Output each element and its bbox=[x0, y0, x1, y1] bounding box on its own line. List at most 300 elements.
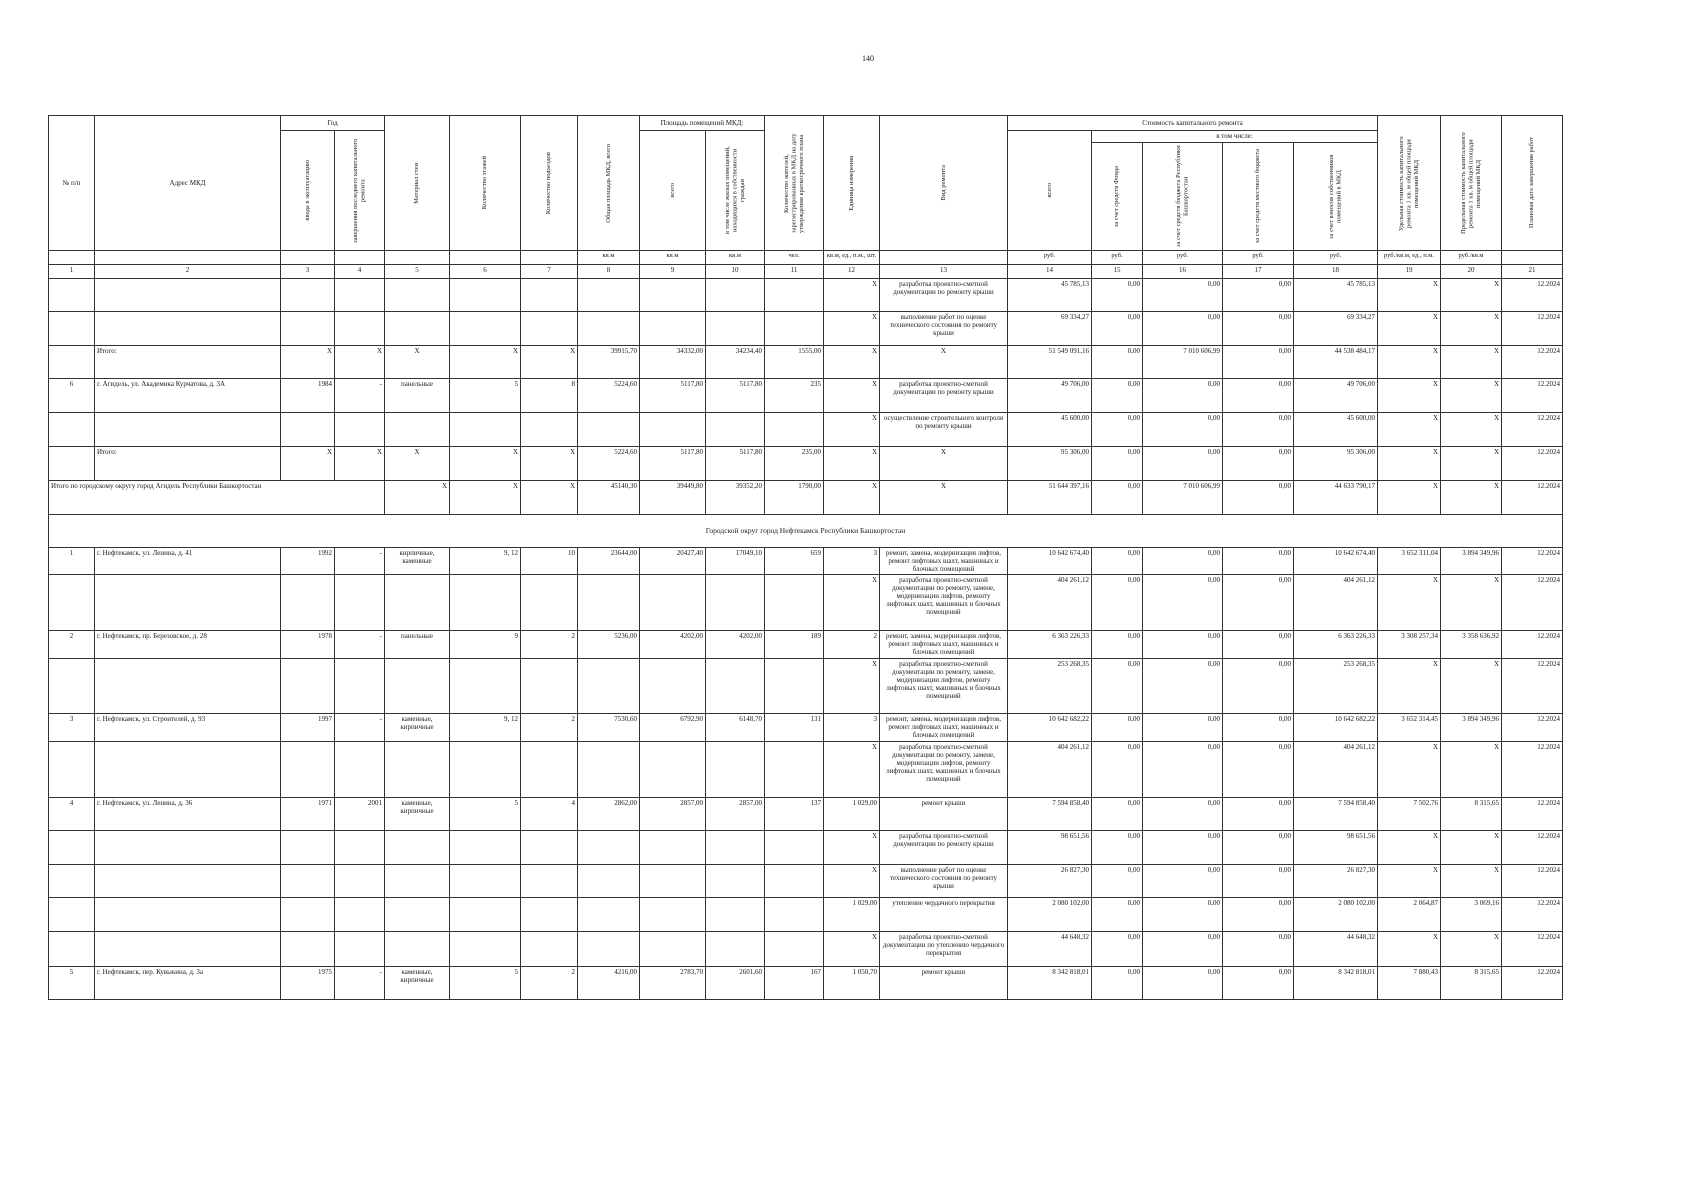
table-cell: X bbox=[385, 481, 450, 515]
table-cell: 0,00 bbox=[1092, 932, 1143, 967]
table-cell: 0,00 bbox=[1092, 413, 1143, 447]
table-cell: 51 644 397,16 bbox=[1008, 481, 1092, 515]
table-cell: X bbox=[450, 346, 521, 379]
table-cell bbox=[335, 659, 385, 714]
unit-cell bbox=[49, 251, 95, 265]
table-cell: 2 064,87 bbox=[1378, 898, 1441, 932]
table-cell bbox=[281, 575, 335, 631]
table-cell: X bbox=[824, 481, 880, 515]
col-year-group-header: Год bbox=[281, 116, 385, 131]
table-cell bbox=[49, 346, 95, 379]
table-cell: 45 785,13 bbox=[1294, 279, 1378, 312]
limit-cost-label: Предельная стоимость капитального ремонта 1 кв. м общей площади помещений МКД bbox=[1459, 132, 1482, 234]
address-cell bbox=[95, 659, 281, 714]
table-cell: X bbox=[824, 742, 880, 798]
table-cell bbox=[450, 413, 521, 447]
table-cell: 5 bbox=[450, 798, 521, 831]
table-cell: X bbox=[1378, 659, 1441, 714]
table-cell: 3 bbox=[824, 714, 880, 742]
table-cell: 0,00 bbox=[1092, 831, 1143, 865]
work-type-cell: выполнение работ по оценке технического состояния по ремонту крыши bbox=[880, 865, 1008, 898]
table-cell bbox=[706, 831, 765, 865]
table-cell bbox=[640, 312, 706, 346]
table-cell: 659 bbox=[765, 548, 824, 575]
table-cell: 2857,00 bbox=[640, 798, 706, 831]
table-cell: 12.2024 bbox=[1502, 575, 1563, 631]
table-cell: 69 334,27 bbox=[1294, 312, 1378, 346]
table-cell: 4 bbox=[49, 798, 95, 831]
table-cell: X bbox=[1441, 742, 1502, 798]
column-number-cell: 15 bbox=[1092, 265, 1143, 279]
table-cell bbox=[765, 413, 824, 447]
table-cell: 0,00 bbox=[1092, 714, 1143, 742]
address-cell bbox=[95, 413, 281, 447]
table-cell: X bbox=[824, 379, 880, 413]
table-cell bbox=[706, 413, 765, 447]
table-cell bbox=[385, 742, 450, 798]
column-number-cell: 5 bbox=[385, 265, 450, 279]
table-cell bbox=[335, 831, 385, 865]
table-cell: X bbox=[1378, 481, 1441, 515]
table-cell: 0,00 bbox=[1092, 312, 1143, 346]
col-address-header: Адрес МКД bbox=[95, 116, 281, 251]
table-cell: 95 306,00 bbox=[1008, 447, 1092, 481]
table-cell: 1 bbox=[49, 548, 95, 575]
table-cell: X bbox=[1378, 279, 1441, 312]
table-cell: 404 261,12 bbox=[1008, 575, 1092, 631]
table-cell: 0,00 bbox=[1092, 481, 1143, 515]
table-cell bbox=[765, 898, 824, 932]
table-cell: - bbox=[335, 548, 385, 575]
table-cell bbox=[578, 831, 640, 865]
col-premises-group-header: Площадь помещений МКД: bbox=[640, 116, 765, 131]
table-cell: 253 268,35 bbox=[1294, 659, 1378, 714]
table-cell bbox=[578, 865, 640, 898]
specific-cost-label: Удельная стоимость капитального ремонта 1 кв. м общей площади помещений МКД bbox=[1397, 135, 1420, 231]
cost-fund-label: за счет средств Фонда bbox=[1113, 165, 1121, 228]
table-row bbox=[49, 379, 1563, 413]
table-cell: - bbox=[335, 631, 385, 659]
table-row bbox=[49, 575, 1563, 631]
address-cell: г. Нефтекамск, ул. Ленина, д. 36 bbox=[95, 798, 281, 831]
table-cell: 51 549 091,16 bbox=[1008, 346, 1092, 379]
table-cell: X bbox=[1441, 659, 1502, 714]
cost-rb-label: за счет средств бюджета Республики Башкортостан bbox=[1175, 145, 1190, 248]
column-number-cell: 13 bbox=[880, 265, 1008, 279]
table-cell: 12.2024 bbox=[1502, 312, 1563, 346]
col-total-area-header bbox=[578, 116, 640, 251]
column-number-cell: 1 bbox=[49, 265, 95, 279]
table-cell: 6792,90 bbox=[640, 714, 706, 742]
table-cell: 137 bbox=[765, 798, 824, 831]
table-cell: 49 706,00 bbox=[1008, 379, 1092, 413]
table-cell: 44 648,32 bbox=[1294, 932, 1378, 967]
table-cell bbox=[49, 413, 95, 447]
table-cell: 4 bbox=[521, 798, 578, 831]
table-cell: 1978 bbox=[281, 631, 335, 659]
table-cell: 49 706,00 bbox=[1294, 379, 1378, 413]
table-cell bbox=[49, 831, 95, 865]
table-cell bbox=[335, 312, 385, 346]
table-cell: 12.2024 bbox=[1502, 798, 1563, 831]
table-cell: 0,00 bbox=[1143, 379, 1223, 413]
table-cell: 0,00 bbox=[1223, 346, 1294, 379]
table-cell: 7 010 606,99 bbox=[1143, 481, 1223, 515]
table-cell bbox=[281, 312, 335, 346]
table-cell bbox=[281, 279, 335, 312]
table-cell: 39449,80 bbox=[640, 481, 706, 515]
address-cell bbox=[95, 898, 281, 932]
col-cost-total-header bbox=[1008, 131, 1092, 251]
table-cell: 5117,80 bbox=[640, 447, 706, 481]
table-cell: 0,00 bbox=[1223, 898, 1294, 932]
table-cell: 7 502,76 bbox=[1378, 798, 1441, 831]
table-cell: X bbox=[450, 481, 521, 515]
wall-material-label: Материал стен bbox=[413, 162, 421, 204]
table-cell bbox=[49, 865, 95, 898]
table-cell: 69 334,27 bbox=[1008, 312, 1092, 346]
table-cell: X bbox=[1378, 575, 1441, 631]
table-cell: X bbox=[385, 346, 450, 379]
table-cell: X bbox=[281, 447, 335, 481]
table-cell: 12.2024 bbox=[1502, 659, 1563, 714]
table-cell: 12.2024 bbox=[1502, 548, 1563, 575]
table-cell: 12.2024 bbox=[1502, 413, 1563, 447]
table-cell: 0,00 bbox=[1223, 631, 1294, 659]
work-type-cell: X bbox=[880, 346, 1008, 379]
table-cell bbox=[49, 659, 95, 714]
table-cell bbox=[521, 865, 578, 898]
table-cell: 2857,00 bbox=[706, 798, 765, 831]
table-cell: 45 785,13 bbox=[1008, 279, 1092, 312]
table-row bbox=[49, 865, 1563, 898]
table-cell: 8 342 818,01 bbox=[1294, 967, 1378, 1000]
col-premises-all-header bbox=[640, 131, 706, 251]
table-cell bbox=[281, 742, 335, 798]
table-cell bbox=[640, 659, 706, 714]
table-cell: X bbox=[824, 575, 880, 631]
work-type-cell: выполнение работ по оценке технического состояния по ремонту крыши bbox=[880, 312, 1008, 346]
table-cell: 2783,70 bbox=[640, 967, 706, 1000]
work-type-cell: разработка проектно-сметной документации по ремонту крыши bbox=[880, 379, 1008, 413]
table-row bbox=[49, 346, 1563, 379]
unit-cell bbox=[521, 251, 578, 265]
work-type-label: Вид ремонта bbox=[939, 165, 947, 201]
table-cell bbox=[450, 659, 521, 714]
table-cell: X bbox=[880, 481, 1008, 515]
table-cell bbox=[49, 898, 95, 932]
work-type-cell: ремонт крыши bbox=[880, 967, 1008, 1000]
table-cell: 10 642 682,22 bbox=[1008, 714, 1092, 742]
column-number-cell: 17 bbox=[1223, 265, 1294, 279]
table-row bbox=[49, 742, 1563, 798]
col-date-header bbox=[1502, 116, 1563, 251]
unit-cell: руб. bbox=[1223, 251, 1294, 265]
table-cell: 34332,00 bbox=[640, 346, 706, 379]
table-cell bbox=[49, 447, 95, 481]
premises-paid-label: в том числе жилых помещений, находящихся в собственности граждан bbox=[723, 146, 746, 235]
column-number-cell: 16 bbox=[1143, 265, 1223, 279]
page-number: 140 bbox=[862, 54, 874, 63]
table-cell bbox=[640, 575, 706, 631]
table-cell bbox=[765, 312, 824, 346]
table-cell: 34234,40 bbox=[706, 346, 765, 379]
table-cell bbox=[578, 742, 640, 798]
table-cell bbox=[706, 575, 765, 631]
entrances-label: Количество подъездов bbox=[545, 151, 553, 215]
table-cell: 2001 bbox=[335, 798, 385, 831]
table-cell bbox=[706, 742, 765, 798]
table-cell: X bbox=[1441, 279, 1502, 312]
units-row bbox=[49, 251, 1563, 265]
table-cell: 235,00 bbox=[765, 447, 824, 481]
table-cell: - bbox=[335, 714, 385, 742]
table-cell: 0,00 bbox=[1223, 659, 1294, 714]
table-cell: 98 651,56 bbox=[1008, 831, 1092, 865]
table-cell: X bbox=[1378, 742, 1441, 798]
table-cell: каменные, кирпичные bbox=[385, 967, 450, 1000]
district-total-row bbox=[49, 481, 1563, 515]
table-cell: 12.2024 bbox=[1502, 481, 1563, 515]
table-cell: 1 029,00 bbox=[824, 898, 880, 932]
table-cell: 45 600,00 bbox=[1008, 413, 1092, 447]
table-cell bbox=[521, 659, 578, 714]
table-cell: 0,00 bbox=[1143, 575, 1223, 631]
table-cell: 7 594 858,40 bbox=[1294, 798, 1378, 831]
table-cell: 0,00 bbox=[1092, 742, 1143, 798]
table-cell bbox=[335, 742, 385, 798]
unit-cell: руб./кв.м, ед., п.м. bbox=[1378, 251, 1441, 265]
table-cell bbox=[281, 413, 335, 447]
district-total-label: Итого по городскому округу город Агидель Республики Башкортостан bbox=[49, 481, 385, 515]
table-cell: 95 306,00 bbox=[1294, 447, 1378, 481]
table-cell: 9, 12 bbox=[450, 714, 521, 742]
column-number-cell: 14 bbox=[1008, 265, 1092, 279]
table-cell bbox=[706, 279, 765, 312]
year-build-label: ввода в эксплуатацию bbox=[303, 160, 311, 221]
unit-cell bbox=[1502, 251, 1563, 265]
table-cell: 12.2024 bbox=[1502, 346, 1563, 379]
table-row bbox=[49, 447, 1563, 481]
table-cell: 2 bbox=[49, 631, 95, 659]
table-cell: 0,00 bbox=[1143, 967, 1223, 1000]
table-cell: X bbox=[335, 447, 385, 481]
address-cell: г. Нефтекамск, ул. Строителей, д. 93 bbox=[95, 714, 281, 742]
unit-cell: руб. bbox=[1092, 251, 1143, 265]
col-year-repair-header bbox=[335, 131, 385, 251]
address-cell bbox=[95, 932, 281, 967]
table-cell: 0,00 bbox=[1092, 898, 1143, 932]
table-cell bbox=[578, 312, 640, 346]
unit-cell bbox=[450, 251, 521, 265]
table-cell: 5117,80 bbox=[640, 379, 706, 413]
table-cell bbox=[706, 659, 765, 714]
table-cell: X bbox=[1378, 379, 1441, 413]
table-cell: 26 827,30 bbox=[1294, 865, 1378, 898]
column-number-cell: 9 bbox=[640, 265, 706, 279]
table-row bbox=[49, 798, 1563, 831]
table-cell: 404 261,12 bbox=[1294, 575, 1378, 631]
table-cell: 9 bbox=[450, 631, 521, 659]
table-cell bbox=[49, 279, 95, 312]
table-cell bbox=[385, 932, 450, 967]
table-cell: X bbox=[521, 481, 578, 515]
table-cell: 1790,00 bbox=[765, 481, 824, 515]
table-cell bbox=[578, 659, 640, 714]
table-cell: 3 bbox=[49, 714, 95, 742]
table-cell bbox=[281, 898, 335, 932]
table-cell: 10 642 674,40 bbox=[1294, 548, 1378, 575]
table-cell: 0,00 bbox=[1143, 548, 1223, 575]
table-cell: каменные, кирпичные bbox=[385, 798, 450, 831]
table-cell bbox=[385, 659, 450, 714]
address-cell: Итого: bbox=[95, 447, 281, 481]
column-number-cell: 11 bbox=[765, 265, 824, 279]
table-cell: 0,00 bbox=[1223, 379, 1294, 413]
table-cell: 10 bbox=[521, 548, 578, 575]
table-cell: 1992 bbox=[281, 548, 335, 575]
table-cell: 2 bbox=[824, 631, 880, 659]
table-cell: X bbox=[1441, 379, 1502, 413]
work-type-cell: ремонт крыши bbox=[880, 798, 1008, 831]
table-cell bbox=[450, 279, 521, 312]
table-cell: 45 600,00 bbox=[1294, 413, 1378, 447]
table-cell: X bbox=[824, 447, 880, 481]
table-cell bbox=[640, 932, 706, 967]
table-cell bbox=[765, 831, 824, 865]
work-type-cell: разработка проектно-сметной документации по утеплению чердачного перекрытия bbox=[880, 932, 1008, 967]
agidel-rows bbox=[49, 279, 1563, 481]
table-cell: 3 652 311,04 bbox=[1378, 548, 1441, 575]
table-cell bbox=[706, 898, 765, 932]
table-row bbox=[49, 548, 1563, 575]
table-cell: панельные bbox=[385, 631, 450, 659]
col-unit-header bbox=[824, 116, 880, 251]
col-cost-owners-header bbox=[1294, 143, 1378, 251]
unit-cell: кв.м bbox=[706, 251, 765, 265]
table-cell bbox=[49, 312, 95, 346]
column-number-cell: 21 bbox=[1502, 265, 1563, 279]
table-cell: X bbox=[824, 312, 880, 346]
work-type-cell: разработка проектно-сметной документации по ремонту крыши bbox=[880, 831, 1008, 865]
table-cell: X bbox=[1378, 346, 1441, 379]
table-cell: 10 642 682,22 bbox=[1294, 714, 1378, 742]
table-cell: X bbox=[521, 346, 578, 379]
table-cell bbox=[385, 831, 450, 865]
table-cell: 5224,60 bbox=[578, 379, 640, 413]
year-repair-label: завершения последнего капитального ремонта bbox=[352, 138, 367, 243]
table-cell bbox=[335, 865, 385, 898]
table-cell: 235 bbox=[765, 379, 824, 413]
table-cell bbox=[765, 742, 824, 798]
table-row bbox=[49, 932, 1563, 967]
repair-table bbox=[48, 115, 1563, 1000]
table-cell: 45140,30 bbox=[578, 481, 640, 515]
column-number-cell: 3 bbox=[281, 265, 335, 279]
work-type-cell: разработка проектно-сметной документации по ремонту, замене, модернизации лифтов, ремонту лифтовых шахт, машинных и блочных помещений bbox=[880, 742, 1008, 798]
address-cell bbox=[95, 865, 281, 898]
table-cell: 6 bbox=[49, 379, 95, 413]
table-cell bbox=[281, 831, 335, 865]
table-cell bbox=[450, 742, 521, 798]
table-cell: 0,00 bbox=[1092, 379, 1143, 413]
table-cell bbox=[578, 413, 640, 447]
table-cell: 0,00 bbox=[1143, 659, 1223, 714]
table-cell: 39915,70 bbox=[578, 346, 640, 379]
planned-date-label: Плановая дата завершения работ bbox=[1528, 137, 1536, 229]
table-cell: 0,00 bbox=[1092, 967, 1143, 1000]
table-cell: 1975 bbox=[281, 967, 335, 1000]
table-cell: 0,00 bbox=[1223, 798, 1294, 831]
table-cell: 5 bbox=[49, 967, 95, 1000]
table-cell: 404 261,12 bbox=[1294, 742, 1378, 798]
table-cell: 0,00 bbox=[1223, 932, 1294, 967]
table-row bbox=[49, 631, 1563, 659]
col-residents-header bbox=[765, 116, 824, 251]
table-cell: 12.2024 bbox=[1502, 447, 1563, 481]
table-cell: X bbox=[824, 659, 880, 714]
unit-cell: руб. bbox=[1294, 251, 1378, 265]
table-cell: 189 bbox=[765, 631, 824, 659]
table-cell: X bbox=[824, 279, 880, 312]
table-row bbox=[49, 659, 1563, 714]
unit-cell bbox=[385, 251, 450, 265]
neftekamsk-rows bbox=[49, 548, 1563, 1000]
table-cell: 26 827,30 bbox=[1008, 865, 1092, 898]
capital-repair-plan-table bbox=[48, 115, 1563, 1000]
table-cell bbox=[521, 932, 578, 967]
table-cell: 0,00 bbox=[1223, 447, 1294, 481]
table-cell: X bbox=[824, 865, 880, 898]
table-cell: 0,00 bbox=[1143, 742, 1223, 798]
table-cell: 8 342 818,01 bbox=[1008, 967, 1092, 1000]
table-cell: 0,00 bbox=[1092, 659, 1143, 714]
table-cell bbox=[578, 279, 640, 312]
table-cell bbox=[450, 575, 521, 631]
table-cell: панельные bbox=[385, 379, 450, 413]
section-row bbox=[49, 515, 1563, 548]
table-cell: 2862,00 bbox=[578, 798, 640, 831]
table-cell: 3 894 349,96 bbox=[1441, 548, 1502, 575]
table-cell: 0,00 bbox=[1143, 831, 1223, 865]
address-cell: г. Агидель, ул. Академика Курчатова, д. 3А bbox=[95, 379, 281, 413]
table-cell bbox=[385, 413, 450, 447]
col-premises-paid-header bbox=[706, 131, 765, 251]
table-cell: 1997 bbox=[281, 714, 335, 742]
table-cell: 2 080 102,00 bbox=[1008, 898, 1092, 932]
table-cell bbox=[640, 742, 706, 798]
address-cell bbox=[95, 575, 281, 631]
table-cell: 3 308 257,34 bbox=[1378, 631, 1441, 659]
address-cell bbox=[95, 742, 281, 798]
column-number-cell: 2 bbox=[95, 265, 281, 279]
address-cell bbox=[95, 279, 281, 312]
work-type-cell: ремонт, замена, модернизация лифтов, ремонт лифтовых шахт, машинных и блочных помещений bbox=[880, 714, 1008, 742]
address-cell: г. Нефтекамск, ул. Ленина, д. 41 bbox=[95, 548, 281, 575]
residents-label: Количество жителей, зарегистрированных в МКД на дату утверждения краткосрочного плана bbox=[782, 133, 805, 233]
work-type-cell: разработка проектно-сметной документации по ремонту, замене, модернизации лифтов, ремонту лифтовых шахт, машинных и блочных помещений bbox=[880, 659, 1008, 714]
table-row bbox=[49, 279, 1563, 312]
table-cell: 0,00 bbox=[1092, 346, 1143, 379]
table-cell: 98 651,56 bbox=[1294, 831, 1378, 865]
table-cell: X bbox=[1441, 413, 1502, 447]
table-cell bbox=[578, 898, 640, 932]
table-cell: 1971 bbox=[281, 798, 335, 831]
table-cell: 3 652 314,45 bbox=[1378, 714, 1441, 742]
table-cell: 404 261,12 bbox=[1008, 742, 1092, 798]
table-row bbox=[49, 312, 1563, 346]
table-cell: - bbox=[335, 379, 385, 413]
